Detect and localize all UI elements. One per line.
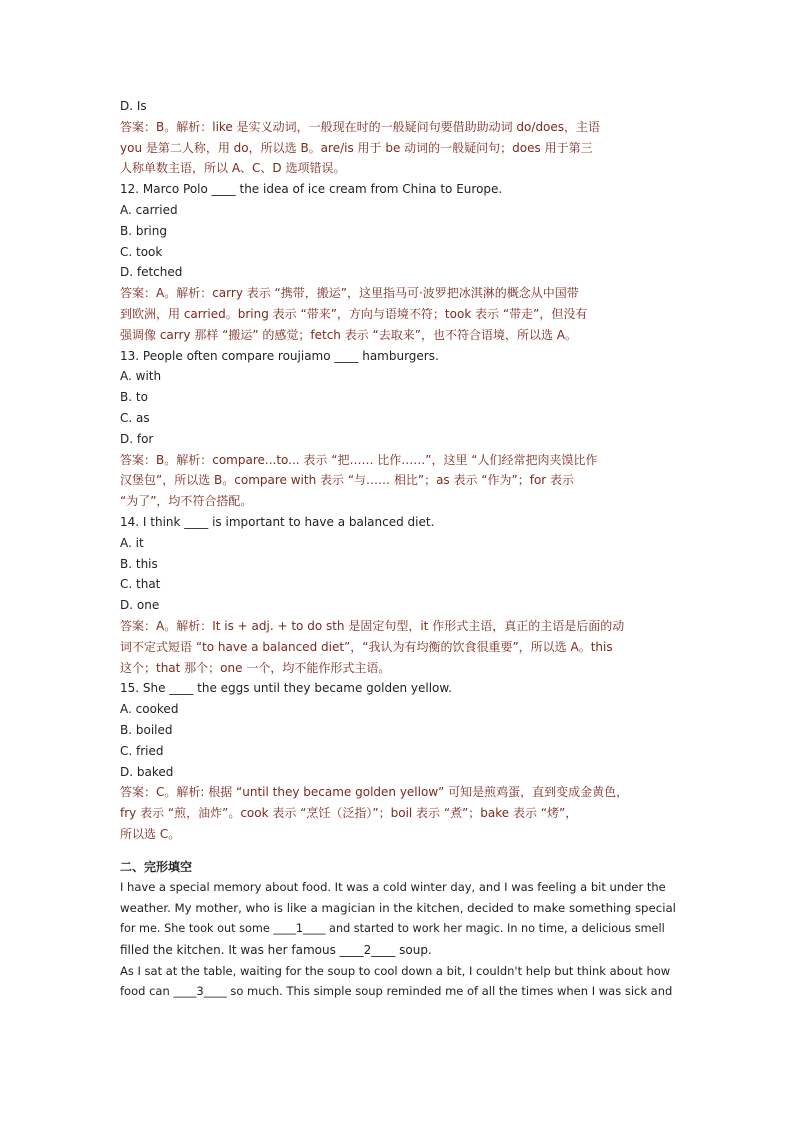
option-b: B. this [120, 556, 158, 571]
option-a: A. carried [120, 202, 178, 217]
option-d: D. for [120, 431, 154, 446]
q11-answer-line-1: 答案：B。解析：like 是实义动词，一般现在时的一般疑问句要借助助动词 do/does，主语 [120, 119, 601, 134]
option-b: B. bring [120, 223, 167, 238]
answer-line: 答案：A。解析：carry 表示 “携带，搬运”，这里指马可·波罗把冰淇淋的概念从中国带 [120, 286, 579, 301]
answer-line: 答案：B。解析：compare...to... 表示 “把…… 比作……”，这里 “人们经常把肉夹馍比作 [120, 452, 598, 467]
option-c: C. took [120, 244, 163, 259]
option-d: D. fetched [120, 265, 183, 280]
answer-line: “为了”，均不符合搭配。 [120, 494, 253, 509]
answer-line: 词不定式短语 “to have a balanced diet”，“我认为有均衡的饮食很重要”，所以选 A。this [120, 639, 613, 654]
passage-line: food can ____3____ so much. This simple soup reminded me of all the times when I was sick and [120, 984, 673, 999]
option-d: D. baked [120, 764, 174, 779]
option-d: D. one [120, 598, 160, 613]
section-spacer [120, 845, 676, 857]
option-b: B. boiled [120, 722, 173, 737]
q11-option-d: D. Is [120, 99, 147, 113]
option-c: C. that [120, 577, 161, 592]
answer-line: 到欧洲，用 carried。bring 表示 “带来”，方向与语境不符；took 表示 “带走”，但没有 [120, 306, 588, 321]
option-a: A. cooked [120, 702, 179, 717]
q11-answer-line-3: 人称单数主语，所以 A、C、D 选项错误。 [120, 161, 346, 176]
answer-line: 汉堡包”，所以选 B。compare with 表示 “与…… 相比”；as 表示 “作为”；for 表示 [120, 473, 575, 488]
option-a: A. with [120, 369, 162, 384]
q11-answer-line-2: you 是第二人称，用 do，所以选 B。are/is 用于 be 动词的一般疑问句；does 用于第三 [120, 140, 593, 155]
question-stem: 15. She ____ the eggs until they became golden yellow. [120, 681, 452, 696]
section-title: 二、完形填空 [120, 859, 193, 874]
answer-line: fry 表示 “煎，油炸”。cook 表示 “烹饪（泛指）”；boil 表示 “煮”；bake 表示 “烤”， [120, 806, 578, 821]
option-c: C. fried [120, 743, 164, 758]
option-a: A. it [120, 535, 144, 550]
answer-line: 强调像 carry 那样 “搬运” 的感觉；fetch 表示 “去取来”，也不符合语境，所以选 A。 [120, 327, 578, 342]
document-page [120, 96, 676, 1002]
passage-line: As I sat at the table, waiting for the soup to cool down a bit, I couldn't help but think about how [120, 963, 671, 978]
question-stem: 14. I think ____ is important to have a balanced diet. [120, 514, 435, 529]
passage-line: filled the kitchen. It was her famous ____2____ soup. [120, 942, 432, 957]
answer-line: 这个；that 那个；one 一个，均不能作形式主语。 [120, 660, 391, 675]
passage-line: for me. She took out some ____1____ and started to work her magic. In no time, a delicious smell [120, 922, 665, 936]
question-stem: 12. Marco Polo ____ the idea of ice cream from China to Europe. [120, 182, 503, 197]
passage-line: I have a special memory about food. It was a cold winter day, and I was feeling a bit under the [120, 880, 666, 895]
answer-line: 答案：C。解析: 根据 “until they became golden yellow” 可知是煎鸡蛋，直到变成金黄色， [120, 785, 629, 800]
option-b: B. to [120, 390, 148, 405]
answer-line: 答案：A。解析：It is + adj. + to do sth 是固定句型，it 作形式主语，真正的主语是后面的动 [120, 618, 625, 633]
passage-line: weather. My mother, who is like a magician in the kitchen, decided to make something special [120, 901, 676, 916]
answer-line: 所以选 C。 [120, 826, 181, 841]
question-stem: 13. People often compare roujiamo ____ hamburgers. [120, 348, 439, 363]
option-c: C. as [120, 410, 150, 425]
